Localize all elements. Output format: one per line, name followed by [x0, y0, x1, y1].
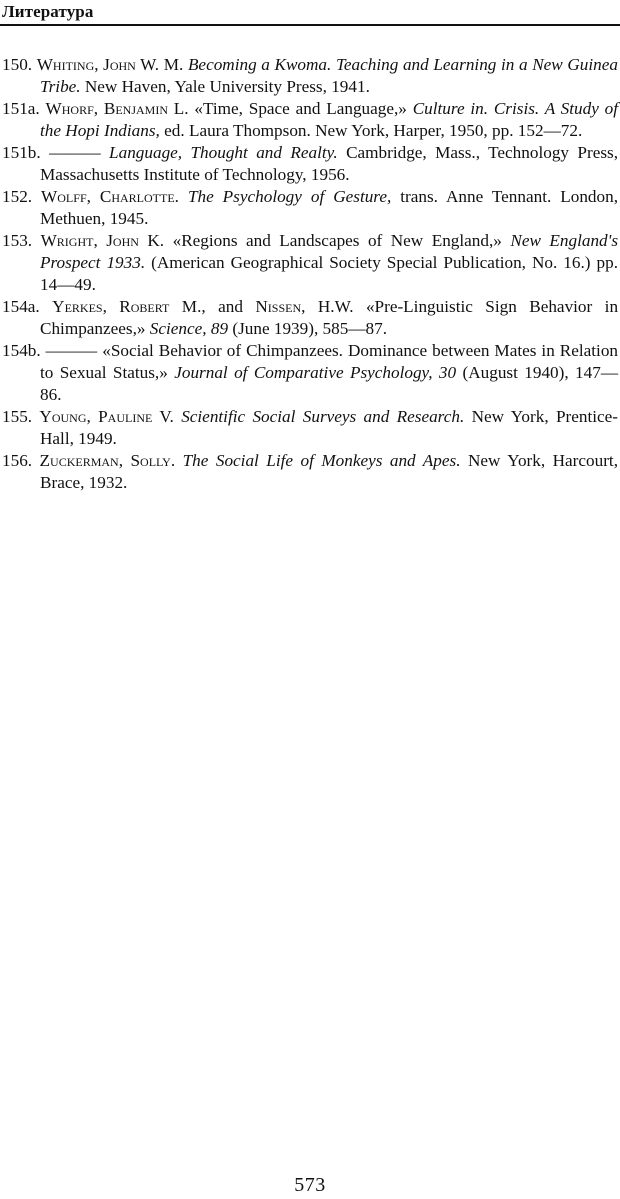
bib-entry-156 — [2, 450, 618, 494]
entry-publication: ed. Laura Thompson. New York, Harper, 1950, pp. 152—72. — [164, 121, 583, 140]
entry-publication: trans. Anne Tennant. London, Methuen, 1945. — [40, 187, 619, 228]
entry-article-title: «Regions and Landscapes of New England,» — [172, 231, 502, 250]
entry-title: Scientific Social Surveys and Research. — [181, 407, 465, 426]
entry-title: Language, Thought and Realty. — [109, 143, 338, 162]
bib-entry-151a — [2, 98, 618, 142]
entry-publication: (August 1940), 147—86. — [40, 363, 619, 404]
bib-entry-154b — [2, 340, 618, 406]
entry-title: Science, 89 — [149, 319, 229, 338]
entry-title: Journal of Comparative Psychology, 30 — [174, 363, 457, 382]
entry-initial: V. — [159, 407, 174, 426]
entry-title: Becoming a Kwoma. Teaching and Learning in a New Guinea Tribe. — [40, 55, 618, 96]
entry-article-title: «Social Behavior of Chimpanzees. Dominance between Mates in Relation to Sexual Status,» — [40, 341, 619, 382]
entry-publication: New York, Prentice-Hall, 1949. — [40, 407, 618, 448]
entry-author: Young, Pauline — [39, 407, 153, 426]
bibliography-list — [2, 54, 618, 494]
entry-number: 154b. — [2, 341, 41, 360]
bib-entry-152 — [2, 186, 618, 230]
bib-entry-154a — [2, 296, 618, 340]
entry-coauthor: Nissen, — [255, 297, 306, 316]
entry-author: Wright, John K. — [40, 231, 165, 250]
entry-title: Culture in. Crisis. A Study of the Hopi Indians, — [40, 99, 619, 140]
entry-number: 153. — [2, 231, 33, 250]
entry-author: Wolff, Charlotte. — [41, 187, 179, 206]
entry-number: 155. — [2, 407, 33, 426]
entry-author: Whorf, Benjamin L. — [45, 99, 189, 118]
entry-title: New England's Prospect 1933. — [40, 231, 619, 272]
entry-publication: Cambridge, Mass., Technology Press, Massachusetts Institute of Technology, 1956. — [40, 143, 618, 184]
running-title: Литература — [2, 2, 94, 21]
entry-title: The Social Life of Monkeys and Apes. — [182, 451, 461, 470]
entry-publication: (American Geographical Society Special Publication, No. 16.) pp. 14—49. — [40, 253, 618, 294]
entry-number: 150. — [2, 55, 33, 74]
entry-number: 156. — [2, 451, 33, 470]
entry-title: The Psychology of Gesture, — [187, 187, 392, 206]
entry-number: 152. — [2, 187, 33, 206]
entry-publication: New York, Harcourt, Brace, 1932. — [40, 451, 619, 492]
bib-entry-151b — [2, 142, 618, 186]
entry-number: 151a. — [2, 99, 40, 118]
entry-article-title: H.W. «Pre-Linguistic Sign Behavior in Chimpanzees,» — [40, 297, 619, 338]
entry-author: Yerkes, Robert M. — [52, 297, 202, 316]
entry-article-title: «Time, Space and Language,» — [194, 99, 407, 118]
entry-conjunction: , and — [201, 297, 243, 316]
entry-publication: New Haven, Yale University Press, 1941. — [84, 77, 370, 96]
entry-author: Whiting, John W. M. — [36, 55, 184, 74]
entry-number: 151b. — [2, 143, 41, 162]
entry-ditto-dash: ——— — [45, 341, 98, 360]
bib-entry-150 — [2, 54, 618, 98]
bib-entry-153 — [2, 230, 618, 296]
entry-author: Zuckerman, Solly. — [39, 451, 176, 470]
page-number: 573 — [294, 1174, 326, 1196]
entry-number: 154a. — [2, 297, 40, 316]
header-rule — [0, 24, 620, 26]
bib-entry-155 — [2, 406, 618, 450]
entry-publication: (June 1939), 585—87. — [232, 319, 388, 338]
entry-ditto-dash: ——— — [49, 143, 101, 162]
